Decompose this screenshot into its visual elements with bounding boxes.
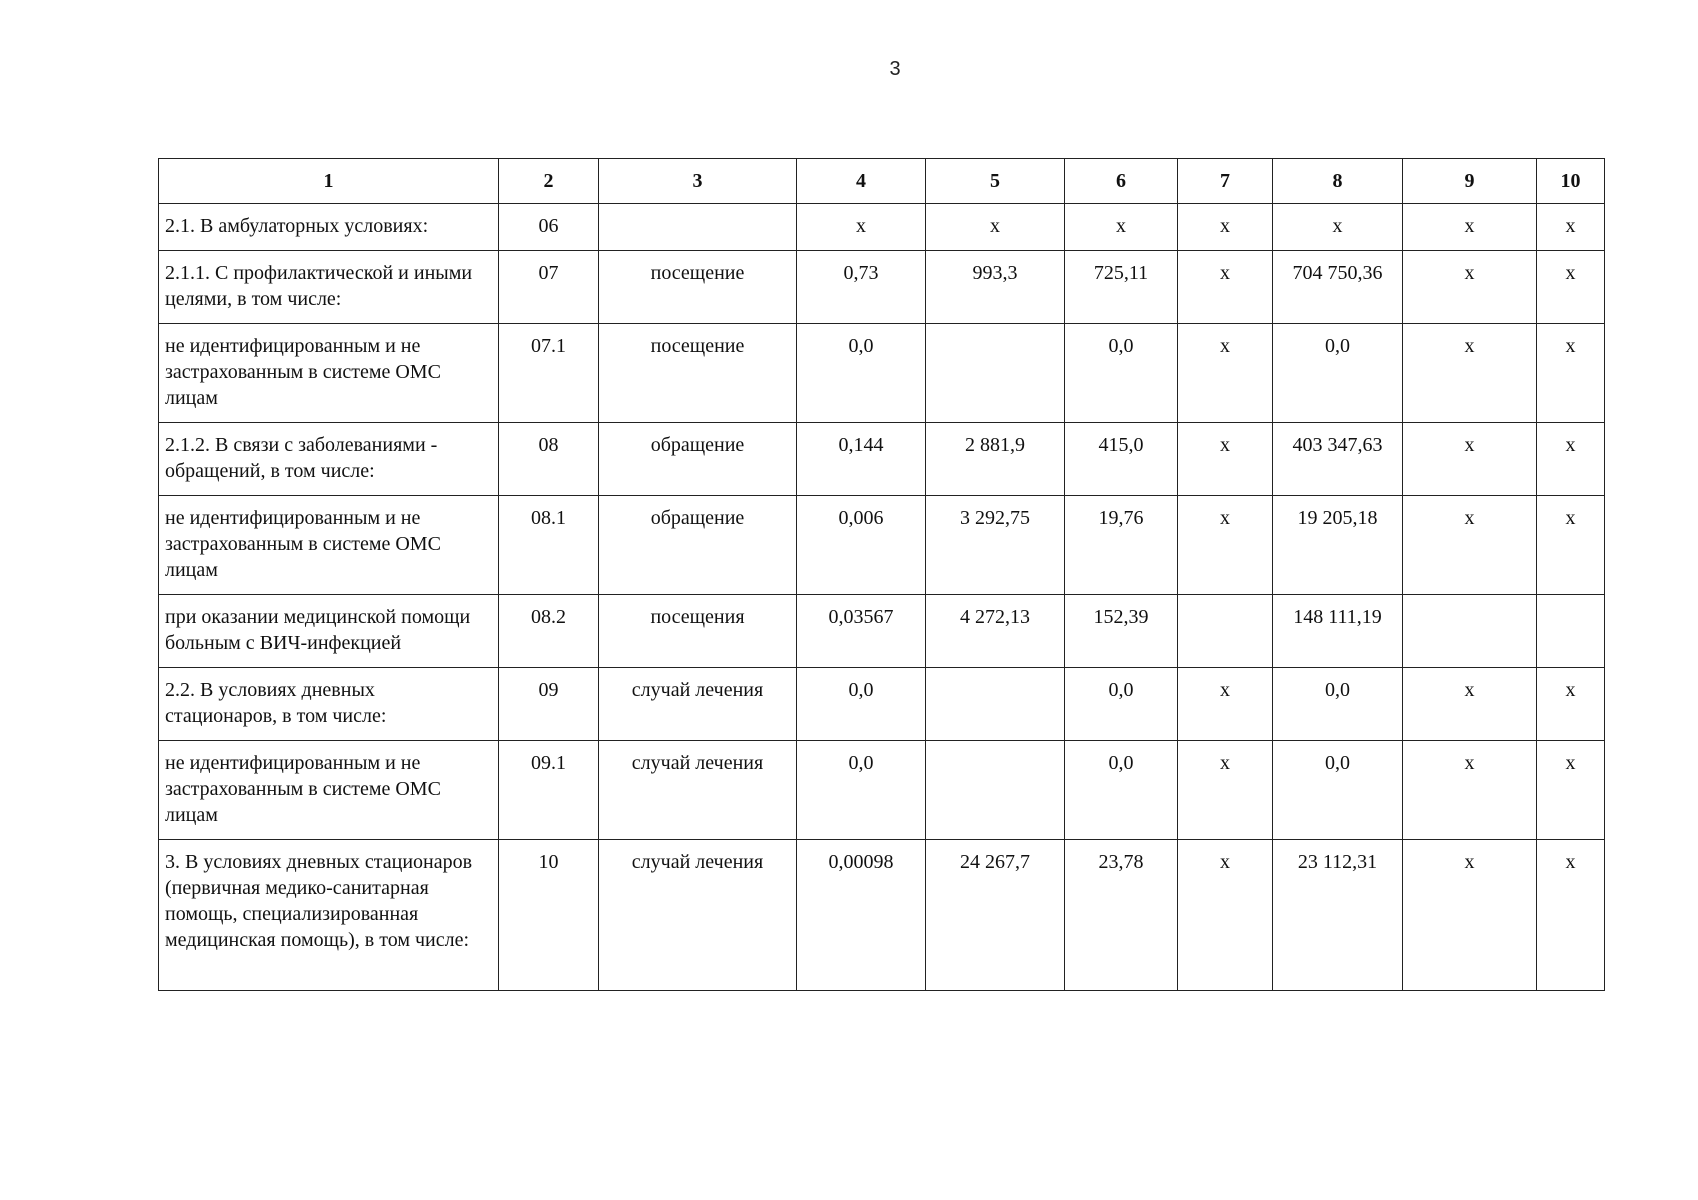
cell-col9: x bbox=[1403, 423, 1537, 496]
cell-col6: 415,0 bbox=[1065, 423, 1178, 496]
row-unit: обращение bbox=[599, 496, 797, 595]
row-code: 10 bbox=[499, 840, 599, 991]
cell-col5 bbox=[926, 668, 1065, 741]
row-unit: обращение bbox=[599, 423, 797, 496]
cell-col6: 0,0 bbox=[1065, 668, 1178, 741]
row-name: 2.1.1. С профилактической и иными целями, в том числе: bbox=[159, 251, 499, 324]
cell-col10: x bbox=[1537, 496, 1605, 595]
row-code: 08.2 bbox=[499, 595, 599, 668]
cell-col7: x bbox=[1178, 324, 1273, 423]
row-unit: случай лечения bbox=[599, 668, 797, 741]
cell-col4: x bbox=[797, 204, 926, 251]
cell-col7: x bbox=[1178, 668, 1273, 741]
cell-col8: 403 347,63 bbox=[1273, 423, 1403, 496]
cell-col8: 0,0 bbox=[1273, 741, 1403, 840]
column-header: 3 bbox=[599, 159, 797, 204]
cell-col10: x bbox=[1537, 741, 1605, 840]
cell-col5: 3 292,75 bbox=[926, 496, 1065, 595]
page-number: 3 bbox=[889, 58, 901, 80]
row-code: 09.1 bbox=[499, 741, 599, 840]
cell-col8: 0,0 bbox=[1273, 668, 1403, 741]
cell-col5: 24 267,7 bbox=[926, 840, 1065, 991]
cell-col10: x bbox=[1537, 840, 1605, 991]
cell-col9: x bbox=[1403, 251, 1537, 324]
table-row bbox=[159, 423, 1605, 496]
header-row bbox=[159, 159, 1605, 204]
cell-col6: 725,11 bbox=[1065, 251, 1178, 324]
cell-col10: x bbox=[1537, 423, 1605, 496]
cell-col4: 0,03567 bbox=[797, 595, 926, 668]
cell-col5: 993,3 bbox=[926, 251, 1065, 324]
cell-col5 bbox=[926, 324, 1065, 423]
cell-col5: x bbox=[926, 204, 1065, 251]
cell-col9: x bbox=[1403, 840, 1537, 991]
row-code: 08 bbox=[499, 423, 599, 496]
row-code: 09 bbox=[499, 668, 599, 741]
row-unit bbox=[599, 204, 797, 251]
table-row bbox=[159, 840, 1605, 991]
cell-col6: 0,0 bbox=[1065, 741, 1178, 840]
cell-col6: x bbox=[1065, 204, 1178, 251]
cell-col9: x bbox=[1403, 741, 1537, 840]
column-header: 2 bbox=[499, 159, 599, 204]
table-row bbox=[159, 741, 1605, 840]
cell-col7: x bbox=[1178, 840, 1273, 991]
column-header: 1 bbox=[159, 159, 499, 204]
table-row bbox=[159, 595, 1605, 668]
column-header: 8 bbox=[1273, 159, 1403, 204]
column-header: 5 bbox=[926, 159, 1065, 204]
cell-col5: 4 272,13 bbox=[926, 595, 1065, 668]
cell-col10 bbox=[1537, 595, 1605, 668]
cell-col7: x bbox=[1178, 423, 1273, 496]
cell-col9: x bbox=[1403, 324, 1537, 423]
cell-col4: 0,0 bbox=[797, 668, 926, 741]
cell-col8: 23 112,31 bbox=[1273, 840, 1403, 991]
row-name: не идентифицированным и не застрахованным в системе ОМС лицам bbox=[159, 496, 499, 595]
cell-col10: x bbox=[1537, 324, 1605, 423]
table-row bbox=[159, 668, 1605, 741]
column-header: 9 bbox=[1403, 159, 1537, 204]
cell-col4: 0,73 bbox=[797, 251, 926, 324]
table-row bbox=[159, 324, 1605, 423]
cell-col8: 19 205,18 bbox=[1273, 496, 1403, 595]
cell-col10: x bbox=[1537, 668, 1605, 741]
data-table bbox=[158, 158, 1605, 991]
cell-col7: x bbox=[1178, 496, 1273, 595]
cell-col8: 0,0 bbox=[1273, 324, 1403, 423]
cell-col4: 0,144 bbox=[797, 423, 926, 496]
cell-col4: 0,006 bbox=[797, 496, 926, 595]
row-unit: посещение bbox=[599, 324, 797, 423]
cell-col9: x bbox=[1403, 496, 1537, 595]
row-unit: посещения bbox=[599, 595, 797, 668]
row-code: 07.1 bbox=[499, 324, 599, 423]
row-name: не идентифицированным и не застрахованным в системе ОМС лицам bbox=[159, 324, 499, 423]
cell-col7: x bbox=[1178, 204, 1273, 251]
cell-col9: x bbox=[1403, 668, 1537, 741]
column-header: 6 bbox=[1065, 159, 1178, 204]
cell-col7: x bbox=[1178, 741, 1273, 840]
row-code: 07 bbox=[499, 251, 599, 324]
column-header: 4 bbox=[797, 159, 926, 204]
cell-col7 bbox=[1178, 595, 1273, 668]
row-name: 2.1.2. В связи с заболеваниями - обращений, в том числе: bbox=[159, 423, 499, 496]
cell-col5: 2 881,9 bbox=[926, 423, 1065, 496]
cell-col6: 23,78 bbox=[1065, 840, 1178, 991]
cell-col8: x bbox=[1273, 204, 1403, 251]
cell-col7: x bbox=[1178, 251, 1273, 324]
cell-col5 bbox=[926, 741, 1065, 840]
cell-col8: 148 111,19 bbox=[1273, 595, 1403, 668]
cell-col10: x bbox=[1537, 251, 1605, 324]
row-unit: случай лечения bbox=[599, 840, 797, 991]
row-unit: случай лечения bbox=[599, 741, 797, 840]
row-name: 2.2. В условиях дневных стационаров, в том числе: bbox=[159, 668, 499, 741]
cell-col9 bbox=[1403, 595, 1537, 668]
cell-col6: 19,76 bbox=[1065, 496, 1178, 595]
row-name: 3. В условиях дневных стационаров (первичная медико-санитарная помощь, специализированная медицинская помощь), в том числе: bbox=[159, 840, 499, 991]
cell-col6: 152,39 bbox=[1065, 595, 1178, 668]
cell-col8: 704 750,36 bbox=[1273, 251, 1403, 324]
column-header: 10 bbox=[1537, 159, 1605, 204]
cell-col4: 0,0 bbox=[797, 741, 926, 840]
cell-col4: 0,0 bbox=[797, 324, 926, 423]
row-name: при оказании медицинской помощи больным с ВИЧ-инфекцией bbox=[159, 595, 499, 668]
row-unit: посещение bbox=[599, 251, 797, 324]
row-name: 2.1. В амбулаторных условиях: bbox=[159, 204, 499, 251]
row-name: не идентифицированным и не застрахованным в системе ОМС лицам bbox=[159, 741, 499, 840]
row-code: 08.1 bbox=[499, 496, 599, 595]
cell-col10: x bbox=[1537, 204, 1605, 251]
row-code: 06 bbox=[499, 204, 599, 251]
cell-col4: 0,00098 bbox=[797, 840, 926, 991]
cell-col6: 0,0 bbox=[1065, 324, 1178, 423]
table-row bbox=[159, 251, 1605, 324]
cell-col9: x bbox=[1403, 204, 1537, 251]
table-row bbox=[159, 204, 1605, 251]
column-header: 7 bbox=[1178, 159, 1273, 204]
table-row bbox=[159, 496, 1605, 595]
